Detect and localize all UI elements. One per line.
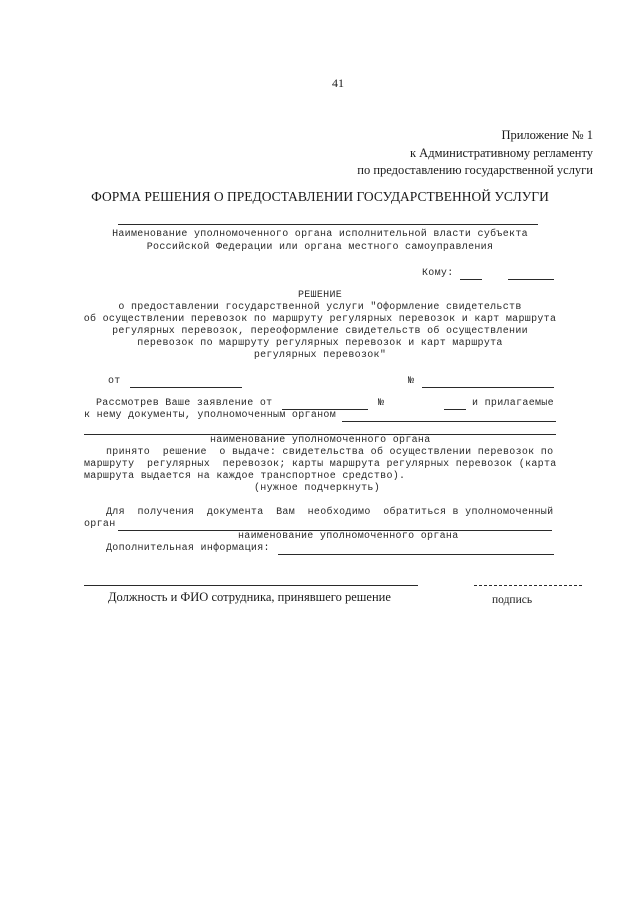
decision-subject-line-5: регулярных перевозок" bbox=[253, 350, 387, 361]
decision-line-2: маршруту регулярных перевозок; карты маршрута регулярных перевозок (карта bbox=[84, 459, 557, 470]
decision-subject-line-2: об осуществлении перевозок по маршруту регулярных перевозок и карт маршрута bbox=[83, 314, 557, 325]
decision-subject-line-1: о предоставлении государственной услуги "Оформление свидетельств bbox=[118, 302, 522, 313]
signature-label: подпись bbox=[492, 594, 533, 606]
decision-subject-line-3: регулярных перевозок, переоформление свидетельств об осуществлении bbox=[112, 326, 528, 337]
additional-info-field bbox=[278, 554, 554, 555]
appendix-line-2: к Административному регламенту bbox=[409, 146, 593, 160]
decision-subject-line-4: перевозок по маршруту регулярных перевозок и карт маршрута bbox=[137, 338, 503, 349]
obtain-line-2: орган bbox=[84, 519, 116, 530]
decision-heading: РЕШЕНИЕ bbox=[297, 290, 343, 301]
obtain-line-1: Для получения документа Вам необходимо обратиться в уполномоченный bbox=[106, 507, 554, 518]
body-authority-caption: наименование уполномоченного органа bbox=[210, 435, 431, 446]
form-title: ФОРМА РЕШЕНИЯ О ПРЕДОСТАВЛЕНИИ ГОСУДАРСТВЕННОЙ УСЛУГИ bbox=[91, 189, 549, 204]
authority-caption-1: Наименование уполномоченного органа исполнительной власти субъекта bbox=[112, 229, 528, 240]
recipient-label: Кому: bbox=[422, 268, 454, 279]
authority-name-line bbox=[118, 224, 538, 225]
appendix-line-3: по предоставлению государственной услуги bbox=[357, 163, 593, 177]
position-name-field bbox=[84, 585, 418, 586]
appendix-line-1: Приложение № 1 bbox=[501, 128, 593, 142]
body-line-1c: и прилагаемые bbox=[472, 398, 554, 409]
authority-caption-2: Российской Федерации или органа местного самоуправления bbox=[146, 242, 494, 253]
decision-line-3: маршрута выдается на каждое транспортное средство). bbox=[84, 471, 406, 482]
date-field bbox=[130, 387, 242, 388]
additional-info-label: Дополнительная информация: bbox=[106, 543, 270, 554]
body-line-1a: Рассмотрев Ваше заявление от bbox=[96, 398, 273, 409]
signature-field bbox=[474, 585, 582, 586]
body-line-2: к нему документы, уполномоченным органом bbox=[84, 410, 337, 421]
authority-field-1 bbox=[342, 421, 556, 422]
number-label: № bbox=[408, 376, 415, 387]
recipient-field-1 bbox=[460, 279, 482, 280]
page-number: 41 bbox=[332, 76, 344, 90]
position-label: Должность и ФИО сотрудника, принявшего решение bbox=[108, 590, 391, 604]
date-label: от bbox=[108, 376, 121, 387]
body-line-1b: № bbox=[378, 398, 385, 409]
obtain-caption: наименование уполномоченного органа bbox=[238, 531, 459, 542]
recipient-field-2 bbox=[508, 279, 554, 280]
decision-line-1: принято решение о выдаче: свидетельства об осуществлении перевозок по bbox=[106, 447, 554, 458]
application-number-field bbox=[444, 409, 466, 410]
number-field bbox=[422, 387, 554, 388]
decision-line-4: (нужное подчеркнуть) bbox=[254, 483, 381, 494]
